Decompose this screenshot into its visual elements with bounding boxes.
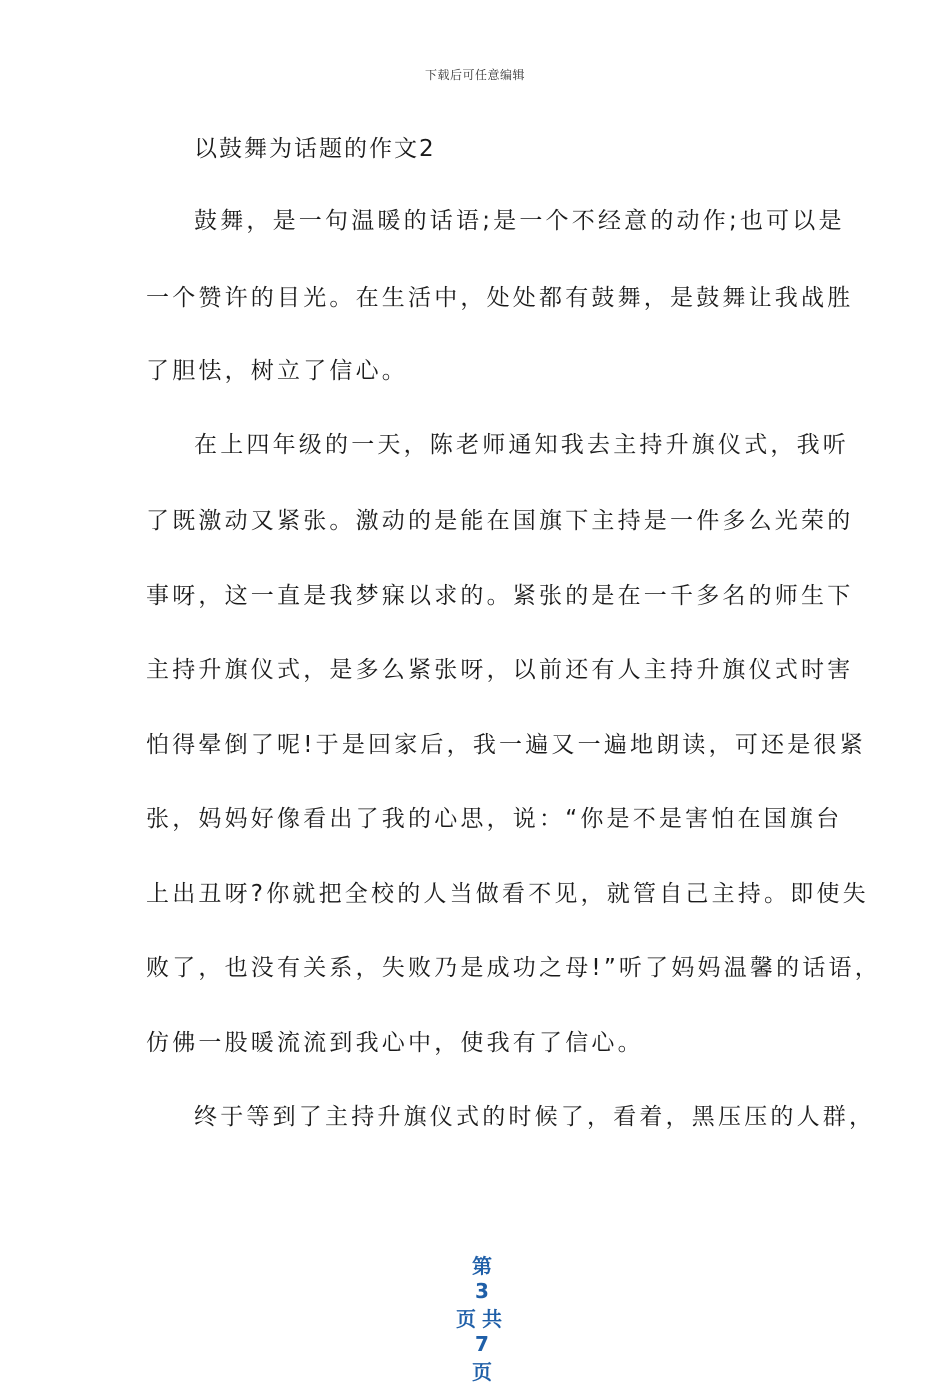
page-label-prefix: 第: [471, 1254, 492, 1278]
paragraph-line: 仿佛一股暖流流到我心中，使我有了信心。: [146, 1030, 644, 1056]
paragraph-line: 鼓舞，是一句温暖的话语;是一个不经意的动作;也可以是: [194, 208, 845, 234]
paragraph-line: 一个赞许的目光。在生活中，处处都有鼓舞，是鼓舞让我战胜: [146, 285, 854, 311]
document-title: 以鼓舞为话题的作文2: [194, 136, 436, 162]
paragraph-line: 事呀，这一直是我梦寐以求的。紧张的是在一千多名的师生下: [146, 583, 854, 609]
page-label-mid: 页共: [455, 1307, 508, 1331]
paragraph-line: 上出丑呀?你就把全校的人当做看不见，就管自己主持。即使失: [146, 881, 869, 907]
header-note: 下载后可任意编辑: [424, 68, 525, 82]
page-number-footer: [0, 1226, 950, 1385]
current-page-number: 3: [475, 1279, 489, 1303]
paragraph-line: 主持升旗仪式，是多么紧张呀，以前还有人主持升旗仪式时害: [146, 657, 854, 683]
paragraph-line: 了既激动又紧张。激动的是能在国旗下主持是一件多么光荣的: [146, 508, 854, 534]
page-label-suffix: 页: [471, 1360, 492, 1384]
paragraph-line: 在上四年级的一天，陈老师通知我去主持升旗仪式，我听: [194, 432, 849, 458]
paragraph-line: 败了，也没有关系，失败乃是成功之母!”听了妈妈温馨的话语，: [146, 955, 881, 981]
paragraph-line: 张，妈妈好像看出了我的心思，说：“你是不是害怕在国旗台: [146, 806, 843, 832]
paragraph-line: 终于等到了主持升旗仪式的时候了，看着，黑压压的人群，: [194, 1104, 876, 1130]
paragraph-line: 了胆怯，树立了信心。: [146, 358, 408, 384]
total-pages-number: 7: [475, 1332, 489, 1356]
paragraph-line: 怕得晕倒了呢!于是回家后，我一遍又一遍地朗读，可还是很紧: [146, 732, 866, 758]
